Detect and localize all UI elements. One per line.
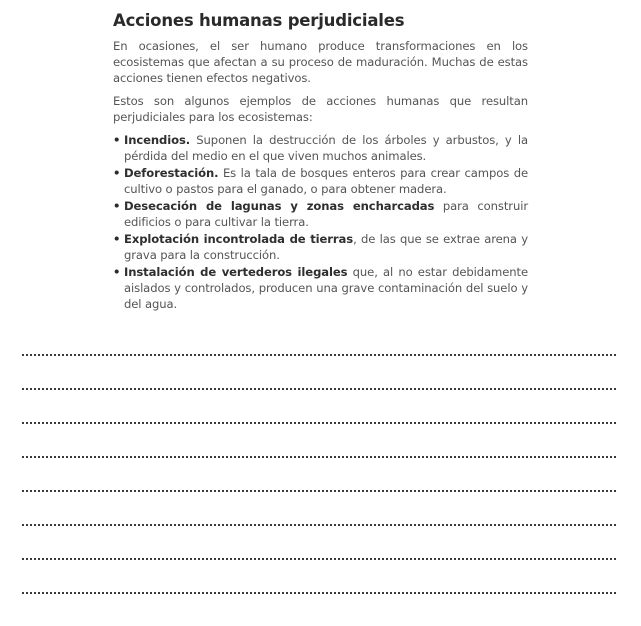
- item-text: Suponen la destrucción de los árboles y arbustos, y la pérdida del medio en el que viven muchos animales.: [124, 133, 528, 163]
- item-term: Incendios.: [124, 133, 191, 147]
- item-text: para construir edificios o para cultivar la tierra.: [124, 199, 528, 229]
- answer-line-6[interactable]: [22, 524, 616, 526]
- answer-line-2[interactable]: [22, 388, 616, 390]
- list-item: [113, 165, 528, 197]
- harmful-actions-list: [113, 132, 528, 312]
- item-text: , de las que se extrae arena y grava para la construcción.: [124, 232, 528, 262]
- item-term: Explotación incontrolada de tierras: [124, 232, 354, 246]
- answer-lines: [22, 354, 616, 626]
- item-term: Instalación de vertederos ilegales: [124, 265, 348, 279]
- bullet-icon: •: [113, 133, 121, 147]
- answer-line-8[interactable]: [22, 592, 616, 594]
- intro-paragraph: En ocasiones, el ser humano produce transformaciones en los ecosistemas que afectan a su proceso de maduración. Muchas de estas acciones tienen efectos negativos.: [113, 39, 528, 85]
- list-item: [113, 264, 528, 312]
- list-item: [113, 132, 528, 164]
- item-term: Deforestación.: [124, 166, 219, 180]
- answer-line-1[interactable]: [22, 354, 616, 356]
- bullet-icon: •: [113, 199, 121, 213]
- answer-line-4[interactable]: [22, 456, 616, 458]
- list-item: [113, 198, 528, 230]
- bullet-icon: •: [113, 232, 121, 246]
- answer-line-7[interactable]: [22, 558, 616, 560]
- item-text: Es la tala de bosques enteros para crear campos de cultivo o pastos para el ganado, o para obtener madera.: [124, 166, 528, 196]
- answer-line-3[interactable]: [22, 422, 616, 424]
- item-term: Desecación de lagunas y zonas encharcadas: [124, 199, 435, 213]
- section-title: Acciones humanas perjudiciales: [113, 11, 405, 30]
- lead-paragraph: Estos son algunos ejemplos de acciones humanas que resultan perjudiciales para los ecosistemas:: [113, 94, 528, 124]
- list-item: [113, 231, 528, 263]
- item-text: que, al no estar debidamente aislados y controlados, producen una grave contaminación del suelo y del agua.: [124, 265, 529, 311]
- content-block: [113, 10, 528, 313]
- bullet-icon: •: [113, 166, 121, 180]
- bullet-icon: •: [113, 265, 121, 279]
- answer-line-5[interactable]: [22, 490, 616, 492]
